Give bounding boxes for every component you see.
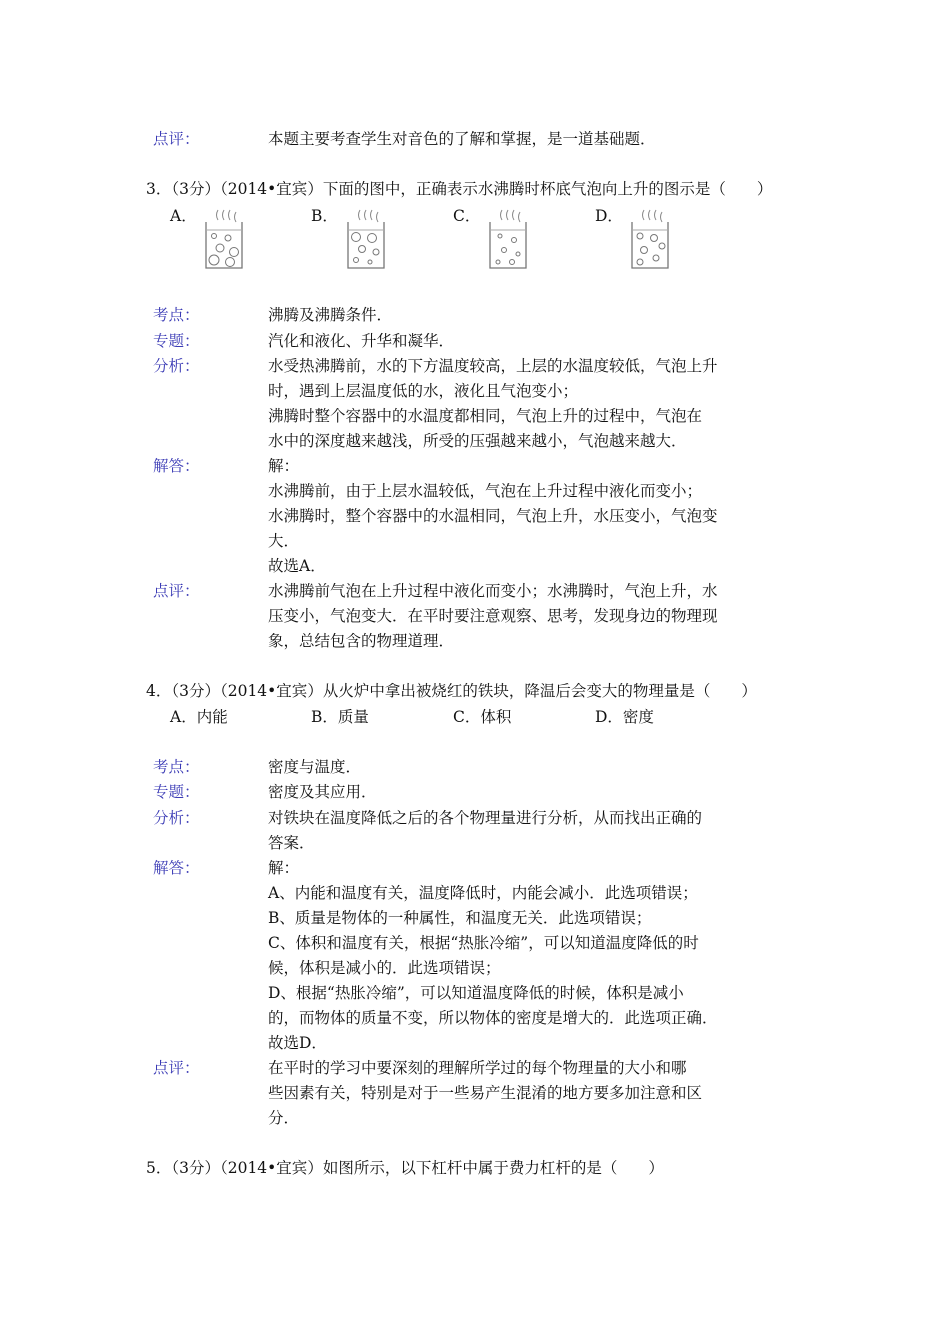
- q3-option-b: B．: [311, 207, 338, 225]
- fenxi-line-q4: 对铁块在温度降低之后的各个物理量进行分析，从而找出正确的: [268, 809, 703, 827]
- jieda-line-q3: 水沸腾时，整个容器中的水温相同，气泡上升，水压变小，气泡变: [268, 507, 718, 525]
- jieda-line-q4: 候，体积是减小的．此选项错误；: [268, 959, 501, 977]
- review-label-q2: 点评：: [153, 130, 200, 148]
- q3-option-d: D．: [595, 207, 623, 225]
- jieda-line-q4: D、根据“热胀冷缩”，可以知道温度降低的时候，体积是减小: [268, 984, 684, 1002]
- fenxi-label-q3: 分析：: [153, 357, 200, 375]
- fenxi-line-q3: 时，遇到上层温度低的水，液化且气泡变小；: [268, 382, 579, 400]
- jieda-line-q3: 水沸腾前，由于上层水温较低，气泡在上升过程中液化而变小；: [268, 482, 703, 500]
- zhuanti-text-q4: 密度及其应用．: [268, 783, 377, 801]
- jieda-line-q3: 故选A．: [268, 557, 326, 575]
- kaodian-label-q3: 考点：: [153, 306, 200, 324]
- question-5: 5．（3分）（2014•宜宾）如图所示，以下杠杆中属于费力杠杆的是（ ）: [146, 1159, 664, 1177]
- beaker-b-icon: [342, 208, 390, 272]
- dianping-line-q4: 些因素有关，特别是对于一些易产生混淆的地方要多加注意和区: [268, 1084, 703, 1102]
- jieda-label-q3: 解答：: [153, 457, 200, 475]
- q4-option-b: B．质量: [311, 708, 369, 726]
- q4-option-a: A．内能: [170, 708, 228, 726]
- beaker-a-icon: [200, 208, 248, 272]
- zhuanti-text-q3: 汽化和液化、升华和凝华．: [268, 332, 455, 350]
- fenxi-label-q4: 分析：: [153, 809, 200, 827]
- fenxi-line-q4: 答案．: [268, 834, 315, 852]
- jieda-line-q4: A、内能和温度有关，温度降低时，内能会减小．此选项错误；: [268, 884, 698, 902]
- fenxi-line-q3: 水中的深度越来越浅，所受的压强越来越小，气泡越来越大．: [268, 432, 687, 450]
- dianping-line-q4: 在平时的学习中要深刻的理解所学过的每个物理量的大小和哪: [268, 1059, 687, 1077]
- q3-option-c: C．: [453, 207, 481, 225]
- q4-option-c: C．体积: [453, 708, 512, 726]
- zhuanti-label-q4: 专题：: [153, 783, 200, 801]
- dianping-line-q3: 压变小，气泡变大．在平时要注意观察、思考，发现身边的物理现: [268, 607, 718, 625]
- question-4: 4．（3分）（2014•宜宾）从火炉中拿出被烧红的铁块，降温后会变大的物理量是（ ）: [146, 682, 757, 700]
- q4-option-d: D．密度: [595, 708, 654, 726]
- jieda-line-q4: 故选D．: [268, 1034, 327, 1052]
- jieda-line-q4: 的，而物体的质量不变，所以物体的密度是增大的．此选项正确．: [268, 1009, 718, 1027]
- jieda-line-q4: B、质量是物体的一种属性，和温度无关．此选项错误；: [268, 909, 652, 927]
- dianping-line-q3: 象，总结包含的物理道理．: [268, 632, 455, 650]
- zhuanti-label-q3: 专题：: [153, 332, 200, 350]
- jieda-label-q4: 解答：: [153, 859, 200, 877]
- fenxi-line-q3: 沸腾时整个容器中的水温度都相同，气泡上升的过程中，气泡在: [268, 407, 703, 425]
- beaker-d-icon: [626, 208, 674, 272]
- question-3: 3．（3分）（2014•宜宾）下面的图中，正确表示水沸腾时杯底气泡向上升的图示是（ ）: [146, 180, 773, 198]
- review-text-q2: 本题主要考查学生对音色的了解和掌握，是一道基础题．: [268, 130, 656, 148]
- jieda-line-q3: 大．: [268, 532, 300, 550]
- dianping-line-q4: 分．: [268, 1109, 300, 1127]
- dianping-label-q3: 点评：: [153, 582, 200, 600]
- q3-option-a: A．: [170, 207, 197, 225]
- jieda-line-q4: 解：: [268, 859, 300, 877]
- kaodian-text-q3: 沸腾及沸腾条件．: [268, 306, 393, 324]
- dianping-label-q4: 点评：: [153, 1059, 200, 1077]
- jieda-line-q3: 解：: [268, 457, 300, 475]
- beaker-c-icon: [484, 208, 532, 272]
- fenxi-line-q3: 水受热沸腾前，水的下方温度较高，上层的水温度较低，气泡上升: [268, 357, 718, 375]
- jieda-line-q4: C、体积和温度有关，根据“热胀冷缩”，可以知道温度降低的时: [268, 934, 699, 952]
- kaodian-label-q4: 考点：: [153, 758, 200, 776]
- kaodian-text-q4: 密度与温度．: [268, 758, 362, 776]
- dianping-line-q3: 水沸腾前气泡在上升过程中液化而变小；水沸腾时，气泡上升，水: [268, 582, 718, 600]
